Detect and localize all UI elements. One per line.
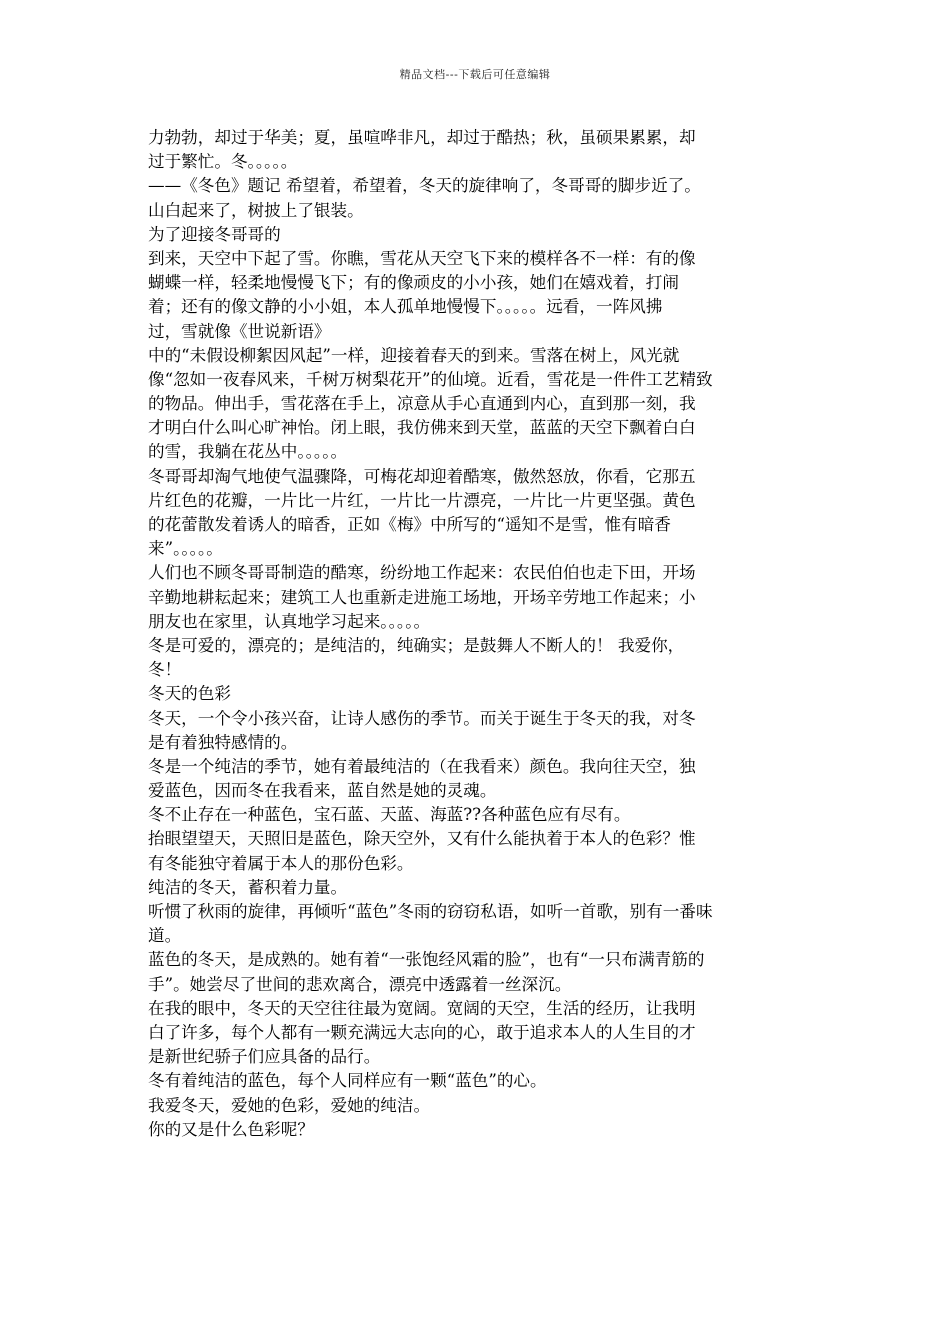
text-line: ——《冬色》题记 希望着，希望着，冬天的旋律响了，冬哥哥的脚步近了。 xyxy=(148,176,701,196)
text-line: 山白起来了，树披上了银装。 xyxy=(148,200,364,220)
text-line: 着；还有的像文静的小小姐，本人孤单地慢慢下。。。。。远看，一阵风拂 xyxy=(148,297,663,317)
text-line: 中的“未假设柳絮因风起”一样，迎接着春天的到来。雪落在树上，风光就 xyxy=(148,345,680,365)
page-header: 精品文档---下载后可任意编辑 xyxy=(399,68,551,81)
text-line: 白了许多，每个人都有一颗充满远大志向的心，敢于追求本人的人生目的才 xyxy=(148,1022,696,1042)
text-line: 朋友也在家里，认真地学习起来。。。。。 xyxy=(148,611,431,631)
text-line: 的花蕾散发着诱人的暗香，正如《梅》中所写的“遥知不是雪，惟有暗香 xyxy=(148,515,671,534)
text-line: 是新世纪骄子们应具备的品行。 xyxy=(148,1047,381,1067)
text-line: 在我的眼中，冬天的天空往往最为宽阔。宽阔的天空，生活的经历，让我明 xyxy=(148,998,696,1018)
text-line: 听惯了秋雨的旋律，再倾听“蓝色”冬雨的窃窃私语，如听一首歌，别有一番味 xyxy=(148,902,713,921)
text-line: 手”。她尝尽了世间的悲欢离合，漂亮中透露着一丝深沉。 xyxy=(148,974,572,994)
text-line: 纯洁的冬天，蓄积着力量。 xyxy=(148,877,348,897)
text-line: 蓝色的冬天，是成熟的。她有着“一张饱经风霜的脸”，也有“一只布满青筋的 xyxy=(148,950,705,970)
text-line: 为了迎接冬哥哥的 xyxy=(148,224,281,244)
text-line: 的雪，我躺在花丛中。。。。。 xyxy=(148,442,348,462)
text-line: 的物品。伸出手，雪花落在手上，凉意从手心直通到内心，直到那一刻，我 xyxy=(148,394,696,414)
text-line: 爱蓝色，因而冬在我看来，蓝自然是她的灵魂。 xyxy=(148,781,497,801)
text-line: 力勃勃，却过于华美；夏，虽喧哗非凡，却过于酷热；秋，虽硕果累累，却 xyxy=(148,128,696,147)
text-line: 冬！ xyxy=(148,660,182,680)
text-line: 我爱冬天，爱她的色彩，爱她的纯洁。 xyxy=(148,1095,431,1115)
text-line: 冬哥哥却淘气地使气温骤降，可梅花却迎着酷寒，傲然怒放，你看，它那五 xyxy=(148,466,696,486)
section-heading: 冬天的色彩 xyxy=(148,684,231,704)
text-line: 有冬能独守着属于本人的那份色彩。 xyxy=(148,853,414,873)
text-line: 冬天，一个令小孩兴奋，让诗人感伤的季节。而关于诞生于冬天的我，对冬 xyxy=(148,708,696,728)
text-line: 过，雪就像《世说新语》 xyxy=(148,321,331,341)
text-line: 冬有着纯洁的蓝色，每个人同样应有一颗“蓝色”的心。 xyxy=(148,1071,547,1091)
text-line: 来”。。。。。 xyxy=(148,539,223,559)
text-line: 辛勤地耕耘起来；建筑工人也重新走进施工场地，开场辛劳地工作起来；小 xyxy=(148,587,696,607)
text-line: 冬是一个纯洁的季节，她有着最纯洁的（在我看来）颜色。我向往天空，独 xyxy=(148,756,696,776)
text-line: 过于繁忙。冬。。。。。 xyxy=(148,152,298,172)
text-line: 人们也不顾冬哥哥制造的酷寒，纷纷地工作起来：农民伯伯也走下田，开场 xyxy=(148,563,696,583)
text-line: 才明白什么叫心旷神怡。闭上眼，我仿佛来到天堂，蓝蓝的天空下飘着白白 xyxy=(148,418,696,438)
document-body xyxy=(148,126,798,1142)
text-line: 冬不止存在一种蓝色，宝石蓝、天蓝、海蓝??各种蓝色应有尽有。 xyxy=(148,805,631,825)
text-line: 蝴蝶一样，轻柔地慢慢飞下；有的像顽皮的小小孩，她们在嬉戏着，打闹 xyxy=(148,273,679,293)
text-line: 像“忽如一夜春风来，千树万树梨花开”的仙境。近看，雪花是一件件工艺精致 xyxy=(148,369,713,389)
text-line: 冬是可爱的，漂亮的；是纯洁的，纯确实；是鼓舞人不断人的！ 我爱你， xyxy=(148,635,685,655)
text-line: 抬眼望望天，天照旧是蓝色，除天空外，又有什么能执着于本人的色彩？惟 xyxy=(148,829,696,849)
text-line: 是有着独特感情的。 xyxy=(148,732,298,752)
text-line: 道。 xyxy=(148,926,182,946)
text-line: 片红色的花瓣，一片比一片红，一片比一片漂亮，一片比一片更坚强。黄色 xyxy=(148,490,696,510)
text-line: 你的又是什么色彩呢？ xyxy=(148,1119,314,1139)
text-line: 到来，天空中下起了雪。你瞧，雪花从天空飞下来的模样各不一样：有的像 xyxy=(148,248,696,268)
